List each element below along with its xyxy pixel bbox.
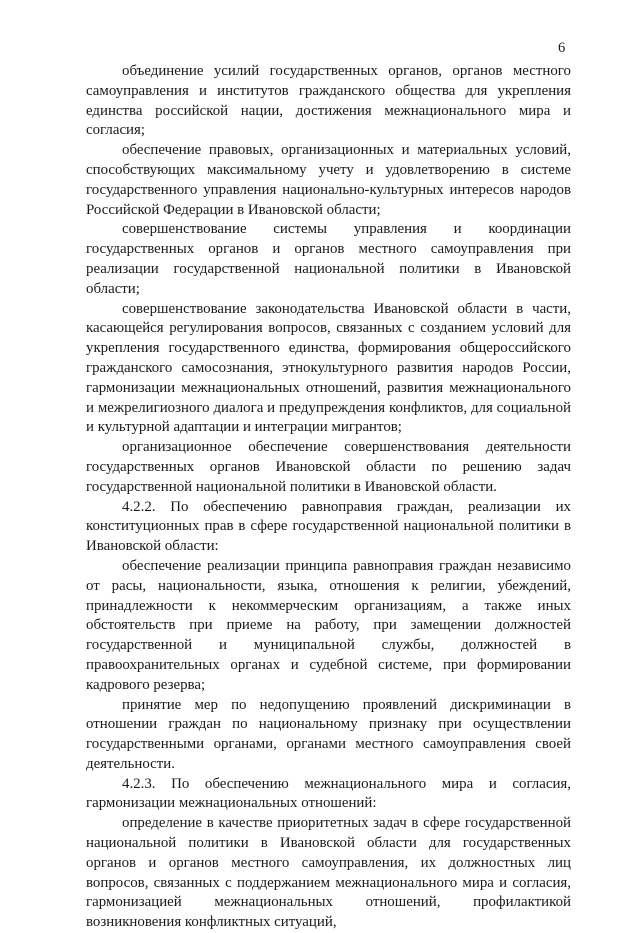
section-heading-4-2-3: 4.2.3. По обеспечению межнационального мира и согласия, гармонизации межнациональных отношений:	[86, 775, 571, 812]
document-body	[86, 62, 571, 933]
page-number: 6	[558, 40, 566, 56]
section-heading-4-2-2: 4.2.2. По обеспечению равноправия граждан, реализации их конституционных прав в сфере государственной национальной политики в Ивановской области:	[86, 498, 571, 555]
paragraph: совершенствование системы управления и координации государственных органов и органов местного самоуправления при реализации государственной национальной политики в Ивановской области;	[86, 221, 571, 297]
paragraph: организационное обеспечение совершенствования деятельности государственных органов Ивановской области по решению задач государственной национальной политики в Ивановской области.	[86, 439, 571, 495]
paragraph: определение в качестве приоритетных задач в сфере государственной национальной политики в Ивановской области для государственных органов и органов местного самоуправления, их должностных лиц вопросов, связанных с поддержанием межнационального мира и согласия, гармонизацией межнациональных отношений, профилактикой возникновения конфликтных ситуаций,	[86, 815, 571, 931]
paragraph: совершенствование законодательства Ивановской области в части, касающейся регулирования вопросов, связанных с созданием условий для укрепления государственного единства, формирования общероссийского гражданского самосознания, этнокультурного развития народов России, гармонизации межнациональных отношений, развития межнационального и межрелигиозного диалога и предупреждения конфликтов, для социальной и культурной адаптации и интеграции мигрантов;	[86, 300, 571, 436]
paragraph: обеспечение реализации принципа равноправия граждан независимо от расы, национальности, языка, отношения к религии, убеждений, принадлежности к некоммерческим организациям, а также иных обстоятельств при приеме на работу, при замещении должностей государственной и муниципальной службы, должностей в правоохранительных органах и судебной системе, при формировании кадрового резерва;	[86, 557, 571, 693]
paragraph: принятие мер по недопущению проявлений дискриминации в отношении граждан по национальному признаку при осуществлении государственными органами, органами местного самоуправления своей деятельности.	[86, 696, 571, 772]
paragraph: объединение усилий государственных органов, органов местного самоуправления и институтов гражданского общества для укрепления единства российской нации, достижения межнационального мира и согласия;	[86, 63, 571, 139]
paragraph: обеспечение правовых, организационных и материальных условий, способствующих максимальному учету и удовлетворению в системе государственного управления национально-культурных интересов народов Российской Федерации в Ивановской области;	[86, 142, 571, 218]
